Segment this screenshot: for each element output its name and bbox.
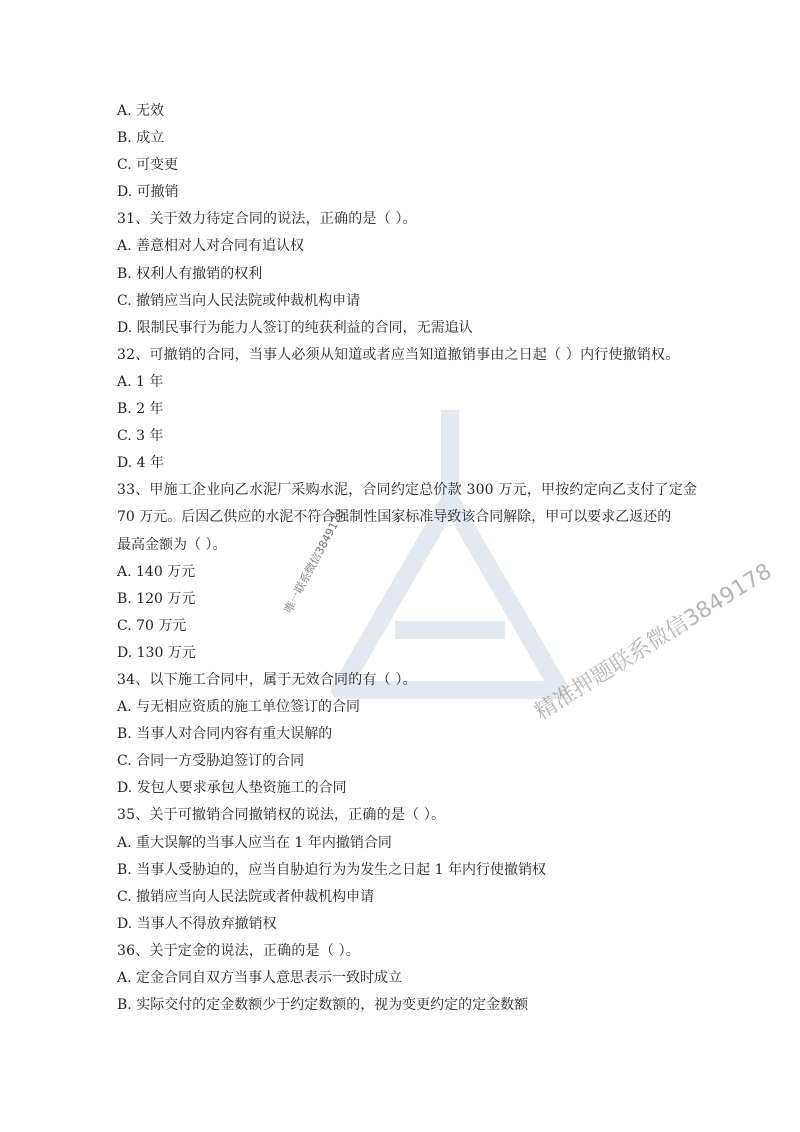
option-a: A. 与无相应资质的施工单位签订的合同	[117, 699, 361, 716]
option-c: C. 70 万元	[117, 617, 187, 634]
option-c: C. 撤销应当向人民法院或仲裁机构申请	[117, 292, 361, 309]
option-a: A. 重大误解的当事人应当在 1 年内撤销合同	[117, 834, 392, 851]
question-list	[117, 98, 697, 1019]
option-d: D. 130 万元	[117, 644, 196, 661]
option-a: A. 无效	[117, 103, 165, 119]
option-a: A. 1 年	[117, 373, 164, 390]
option-a: A. 善意相对人对合同有追认权	[117, 238, 305, 255]
option-c: C. 撤销应当向人民法院或者仲裁机构申请	[117, 888, 375, 905]
question-32: 32、可撤销的合同，当事人必须从知道或者应当知道撤销事由之日起（ ）内行使撤销权。	[117, 346, 680, 363]
option-c: C. 可变更	[117, 157, 179, 174]
option-d: D. 发包人要求承包人垫资施工的合同	[117, 780, 347, 797]
option-b: B. 当事人对合同内容有重大误解的	[117, 726, 333, 743]
question-33-line-3: 最高金额为（ ）。	[117, 536, 227, 553]
question-33-line-2: 70 万元。后因乙供应的水泥不符合强制性国家标准导致该合同解除，甲可以要求乙返还的	[117, 509, 672, 526]
option-b: B. 实际交付的定金数额少于约定数额的，视为变更约定的定金数额	[117, 997, 529, 1014]
question-31: 31、关于效力待定合同的说法，正确的是（ ）。	[117, 211, 417, 228]
option-a: A. 140 万元	[117, 563, 196, 580]
option-b: B. 2 年	[117, 401, 164, 418]
option-d: D. 当事人不得放弃撤销权	[117, 915, 277, 932]
option-d: D. 4 年	[117, 455, 164, 472]
question-36: 36、关于定金的说法，正确的是（ ）。	[117, 942, 361, 959]
option-b: B. 权利人有撤销的权利	[117, 265, 263, 282]
watermark-text-small: 唯一联系微信3849178	[281, 507, 348, 616]
question-35: 35、关于可撤销合同撤销权的说法，正确的是（ ）。	[117, 807, 446, 824]
question-33-line-1: 33、甲施工企业向乙水泥厂采购水泥，合同约定总价款 300 万元，甲按约定向乙支付了定金	[117, 482, 698, 499]
option-a: A. 定金合同自双方当事人意思表示一致时成立	[117, 970, 403, 986]
option-d: D. 限制民事行为能力人签订的纯获利益的合同，无需追认	[117, 319, 473, 336]
watermark-text-main: 精准押题联系微信3849178	[530, 559, 777, 726]
option-c: C. 3 年	[117, 428, 164, 445]
question-34: 34、以下施工合同中，属于无效合同的有（ ）。	[117, 671, 417, 688]
option-b: B. 120 万元	[117, 590, 196, 607]
option-b: B. 成立	[117, 130, 165, 147]
option-b: B. 当事人受胁迫的，应当自胁迫行为为发生之日起 1 年内行使撤销权	[117, 861, 546, 878]
option-c: C. 合同一方受胁迫签订的合同	[117, 753, 305, 770]
option-d: D. 可撤销	[117, 184, 179, 201]
